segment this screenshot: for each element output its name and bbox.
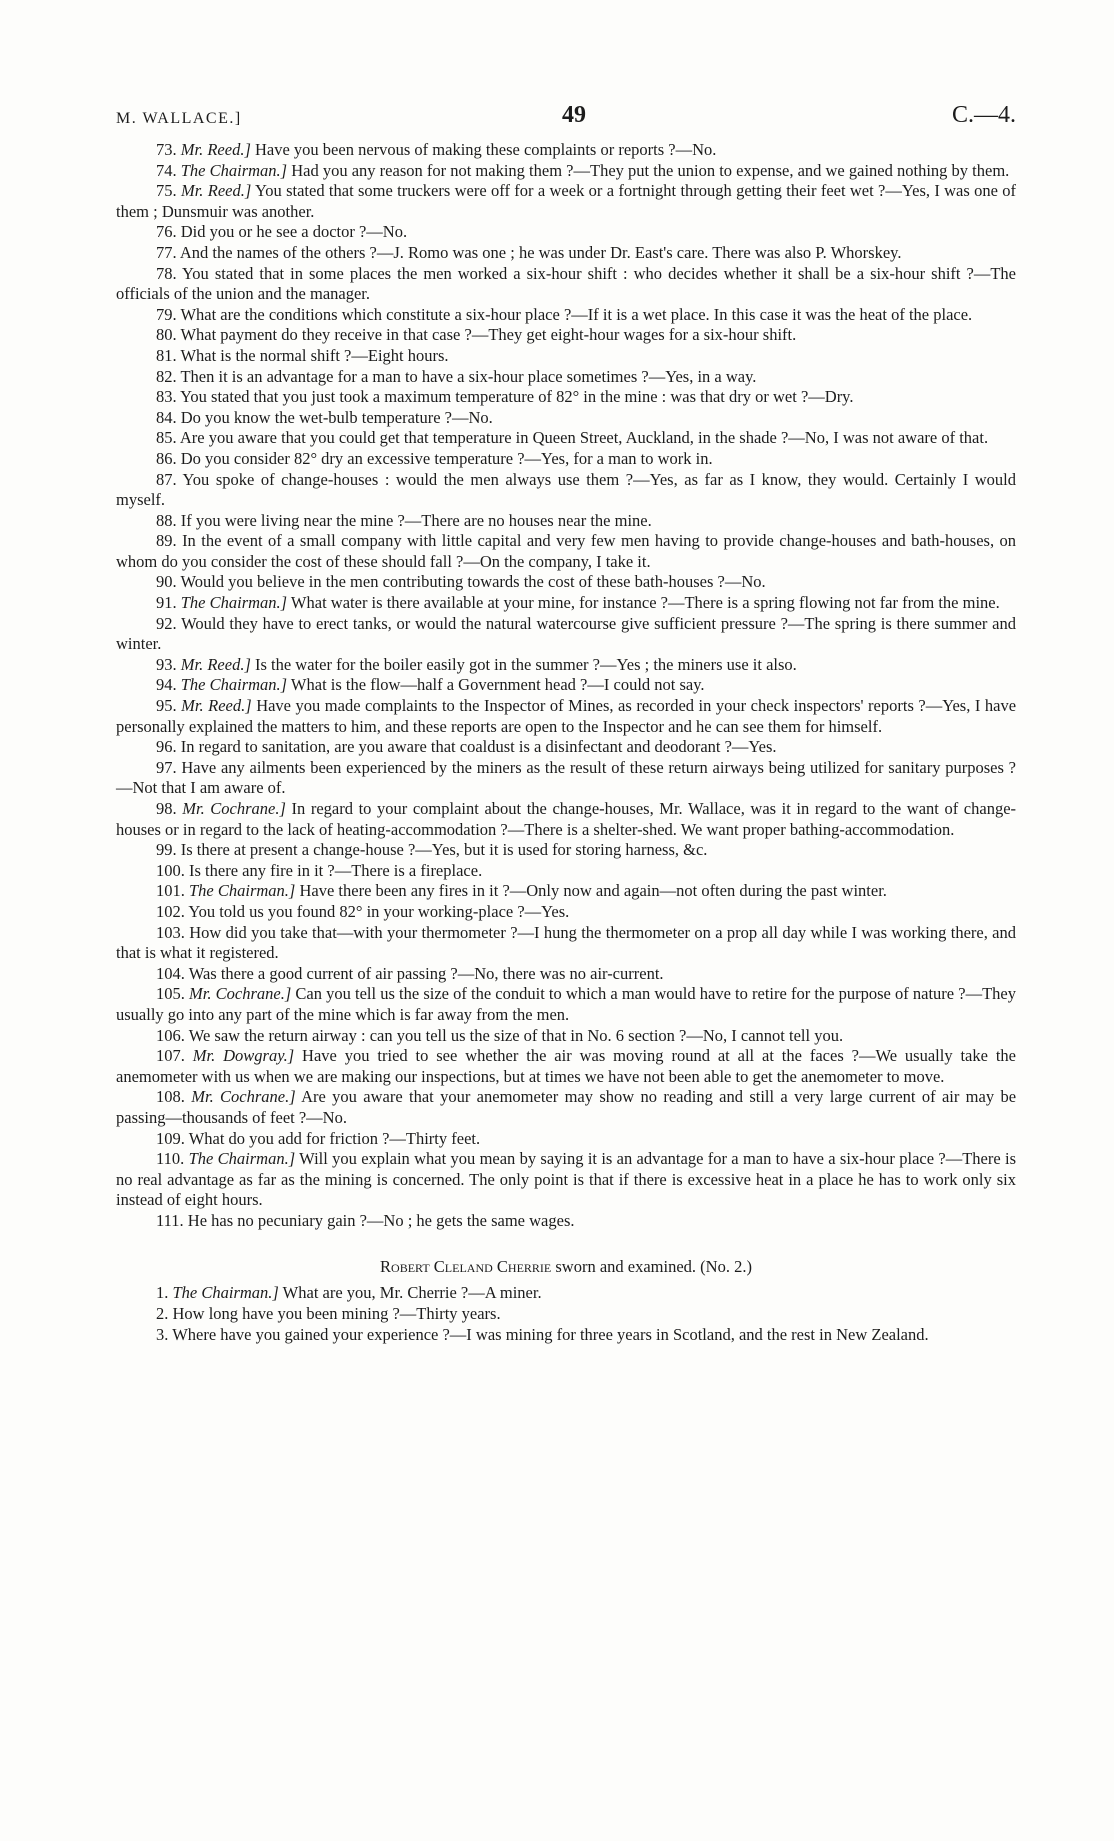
question-paragraph: [116, 799, 1016, 840]
question-text: Will you explain what you mean by saying it is an advantage for a man to have a six-hour place ?—There is no real advantage as far as the mining is concerned. The only point is that if there is excessive heat in a place he has to work only six instead of eight hours.: [116, 1149, 1016, 1210]
question-text: Is there any fire in it ?—There is a fireplace.: [189, 860, 483, 880]
question-text: Can you tell us the size of the conduit to which a man would have to retire for the purpose of nature ?—They usually go into any part of the mine which is far away from the men.: [116, 984, 1016, 1024]
question-text: You stated that in some places the men worked a six-hour shift : who decides whether it shall be a six-hour shift ?—The officials of the union and the manager.: [116, 263, 1016, 304]
question-number: 83.: [156, 387, 177, 407]
question-text: Where have you gained your experience ?—I was mining for three years in Scotland, and the rest in New Zealand.: [172, 1324, 929, 1344]
question-paragraph: [116, 181, 1016, 222]
question-paragraph: [116, 964, 1016, 985]
question-number: 97.: [156, 757, 177, 777]
question-text: He has no pecuniary gain ?—No ; he gets the same wages.: [187, 1210, 575, 1230]
witness-name: Robert Cleland Cherrie: [380, 1257, 552, 1277]
question-paragraph: [116, 387, 1016, 408]
question-paragraph: [116, 470, 1016, 511]
question-number: 86.: [156, 448, 177, 468]
question-number: 78.: [156, 263, 177, 283]
question-paragraph: [116, 531, 1016, 572]
question-number: 104.: [156, 963, 185, 983]
question-number: 87.: [156, 469, 177, 489]
question-text: What are the conditions which constitute a six-hour place ?—If it is a wet place. In this case it was the heat of the place.: [180, 304, 973, 324]
question-text: You stated that some truckers were off for a week or a fortnight through getting their feet wet ?—Yes, I was one of them ; Dunsmuir was another.: [116, 181, 1017, 221]
question-paragraph: [116, 840, 1016, 861]
question-number: 84.: [156, 407, 177, 427]
question-paragraph: [116, 1129, 1016, 1150]
question-paragraph: [116, 325, 1016, 346]
question-number: 81.: [156, 345, 177, 365]
question-paragraph: [116, 305, 1016, 326]
question-text: In the event of a small company with little capital and very few men having to provide change-houses and bath-houses, on whom do you consider the cost of these should fall ?—On the company, I take it.: [116, 531, 1017, 571]
question-paragraph: [116, 984, 1016, 1025]
question-number: 76.: [156, 222, 177, 242]
question-number: 99.: [156, 840, 177, 860]
question-paragraph: [116, 1046, 1016, 1087]
question-paragraph: [116, 758, 1016, 799]
question-text: What are you, Mr. Cherrie ?—A miner.: [278, 1283, 542, 1303]
question-text: How long have you been mining ?—Thirty years.: [172, 1304, 501, 1324]
question-number: 90.: [156, 572, 177, 592]
question-text: Do you consider 82° dry an excessive temperature ?—Yes, for a man to work in.: [180, 448, 713, 468]
question-text: Was there a good current of air passing ?—No, there was no air-current.: [188, 963, 664, 983]
question-text: What water is there available at your mine, for instance ?—There is a spring flowing not far from the mine.: [287, 593, 1000, 613]
witness-heading-rest: sworn and examined. (No. 2.): [551, 1257, 752, 1277]
question-paragraph: [116, 696, 1016, 737]
question-text: And the names of the others ?—J. Romo was one ; he was under Dr. East's care. There was also P. Whorskey.: [179, 242, 902, 262]
question-text: Do you know the wet-bulb temperature ?—No.: [180, 407, 493, 427]
question-text: You stated that you just took a maximum temperature of 82° in the mine : was that dry or wet ?—Dry.: [180, 387, 854, 407]
question-text: How did you take that—with your thermometer ?—I hung the thermometer on a prop all day while I was working there, and that is what it registered.: [116, 922, 1017, 963]
section-heading: [116, 1257, 1016, 1277]
question-number: 92.: [156, 613, 177, 633]
question-text: Would they have to erect tanks, or would the natural watercourse give sufficient pressure ?—The spring is there summer and winter.: [116, 613, 1017, 654]
header-witness-name: M. WALLACE.]: [116, 110, 242, 127]
question-paragraph: [116, 572, 1016, 593]
question-number: 82.: [156, 366, 177, 386]
question-number: 106.: [156, 1025, 185, 1045]
question-paragraph: [116, 881, 1016, 902]
question-number: 100.: [156, 860, 185, 880]
question-paragraph: [116, 222, 1016, 243]
question-paragraph: [116, 243, 1016, 264]
question-paragraph: [116, 1325, 1016, 1346]
question-paragraph: [116, 264, 1016, 305]
speaker-name: Mr. Reed.]: [180, 654, 251, 674]
question-number: 101.: [156, 881, 185, 901]
question-number: 98.: [156, 799, 177, 818]
question-text: What is the flow—half a Government head ?—I could not say.: [287, 675, 705, 695]
question-text: Is the water for the boiler easily got in the summer ?—Yes ; the miners use it also.: [250, 654, 797, 674]
speaker-name: The Chairman.]: [180, 160, 288, 180]
question-number: 2.: [156, 1304, 169, 1324]
question-paragraph: [116, 346, 1016, 367]
question-number: 75.: [156, 181, 177, 201]
question-paragraph: [116, 737, 1016, 758]
document-page: [116, 102, 1016, 1345]
question-text: In regard to sanitation, are you aware that coaldust is a disinfectant and deodorant ?—Yes.: [180, 737, 777, 757]
question-paragraph: [116, 923, 1016, 964]
question-text: Would you believe in the men contributing towards the cost of these bath-houses ?—No.: [180, 572, 766, 592]
question-paragraph: [116, 1026, 1016, 1047]
question-paragraph: [116, 655, 1016, 676]
question-paragraph: [116, 1149, 1016, 1211]
speaker-name: Mr. Cochrane.]: [182, 799, 286, 818]
question-number: 93.: [156, 654, 177, 674]
question-text: What payment do they receive in that case ?—They get eight-hour wages for a six-hour shift.: [180, 325, 797, 345]
question-paragraph: [116, 1211, 1016, 1232]
question-paragraph: [116, 593, 1016, 614]
question-number: 102.: [156, 901, 185, 921]
question-number: 103.: [156, 922, 185, 942]
question-paragraph: [116, 428, 1016, 449]
question-paragraph: [116, 1283, 1016, 1304]
speaker-name: Mr. Reed.]: [180, 140, 251, 159]
document-code: C.—4.: [951, 102, 1016, 128]
question-text: Is there at present a change-house ?—Yes, but it is used for storing harness, &c.: [180, 840, 708, 860]
question-paragraph: [116, 1304, 1016, 1325]
question-number: 1.: [156, 1283, 169, 1303]
question-paragraph: [116, 367, 1016, 388]
question-number: 77.: [156, 242, 177, 262]
question-text: Have you made complaints to the Inspector of Mines, as recorded in your check inspectors' reports ?—Yes, I have personally explained the matters to him, and these reports are open to the Inspector and he can see them for himself.: [116, 696, 1017, 736]
question-paragraph: [116, 861, 1016, 882]
question-number: 95.: [156, 696, 177, 716]
question-number: 96.: [156, 737, 177, 757]
question-text: Did you or he see a doctor ?—No.: [180, 222, 408, 242]
speaker-name: Mr. Reed.]: [181, 696, 252, 716]
question-number: 80.: [156, 325, 177, 345]
question-text: Then it is an advantage for a man to have a six-hour place sometimes ?—Yes, in a way.: [180, 366, 757, 386]
question-number: 94.: [156, 675, 177, 695]
question-text: Have any ailments been experienced by the miners as the result of these return airways being utilized for sanitary purposes ?—Not that I am aware of.: [116, 757, 1017, 798]
question-number: 107.: [156, 1046, 185, 1066]
question-text: What do you add for friction ?—Thirty feet.: [188, 1128, 481, 1148]
question-number: 111.: [156, 1210, 184, 1230]
question-paragraph: [116, 408, 1016, 429]
question-number: 108.: [156, 1087, 185, 1107]
speaker-name: The Chairman.]: [172, 1283, 279, 1303]
question-text: Are you aware that you could get that temperature in Queen Street, Auckland, in the shade ?—No, I was not aware of that.: [179, 428, 989, 448]
question-number: 73.: [156, 140, 177, 159]
speaker-name: The Chairman.]: [188, 1149, 296, 1169]
testimony-section-wallace: [116, 140, 1016, 1231]
question-text: Had you any reason for not making them ?—They put the union to expense, and we gained nothing by them.: [287, 160, 1010, 180]
speaker-name: The Chairman.]: [189, 881, 296, 901]
question-paragraph: [116, 614, 1016, 655]
question-text: In regard to your complaint about the change-houses, Mr. Wallace, was it in regard to the want of change-houses or in regard to the lack of heating-accommodation ?—There is a shelter-shed. We want proper bathing-accommodation.: [116, 799, 1017, 839]
question-number: 105.: [156, 984, 185, 1004]
speaker-name: Mr. Cochrane.]: [191, 1087, 296, 1107]
speaker-name: The Chairman.]: [180, 675, 288, 695]
question-number: 89.: [156, 531, 177, 551]
question-number: 88.: [156, 510, 177, 530]
page-number: 49: [562, 102, 586, 128]
question-text: You told us you found 82° in your working-place ?—Yes.: [188, 901, 570, 921]
question-text: Have there been any fires in it ?—Only now and again—not often during the past winter.: [295, 881, 887, 901]
question-number: 109.: [156, 1128, 185, 1148]
question-number: 85.: [156, 428, 177, 448]
question-paragraph: [116, 511, 1016, 532]
question-paragraph: [116, 902, 1016, 923]
question-text: You spoke of change-houses : would the men always use them ?—Yes, as far as I know, they would. Certainly I would myself.: [116, 469, 1016, 510]
question-paragraph: [116, 140, 1016, 161]
question-number: 79.: [156, 304, 177, 324]
question-number: 91.: [156, 593, 177, 613]
question-text: Have you tried to see whether the air was moving round at all at the faces ?—We usually take the anemometer with us when we are making our inspections, but at times we have not been able to get the anemometer to move.: [116, 1046, 1016, 1086]
speaker-name: The Chairman.]: [180, 593, 288, 613]
question-text: Are you aware that your anemometer may show no reading and still a very large current of air may be passing—thousands of feet ?—No.: [116, 1087, 1017, 1127]
speaker-name: Mr. Dowgray.]: [192, 1046, 295, 1066]
question-number: 110.: [156, 1149, 185, 1169]
question-paragraph: [116, 161, 1016, 182]
question-paragraph: [116, 449, 1016, 470]
question-paragraph: [116, 675, 1016, 696]
speaker-name: Mr. Cochrane.]: [189, 984, 292, 1004]
question-text: We saw the return airway : can you tell us the size of that in No. 6 section ?—No, I cannot tell you.: [188, 1025, 844, 1045]
speaker-name: Mr. Reed.]: [180, 181, 252, 201]
page-header: [116, 102, 1016, 132]
testimony-section-cherrie: [116, 1283, 1016, 1345]
question-text: What is the normal shift ?—Eight hours.: [180, 345, 449, 365]
question-paragraph: [116, 1087, 1016, 1128]
question-text: If you were living near the mine ?—There are no houses near the mine.: [180, 510, 652, 530]
question-number: 74.: [156, 160, 177, 180]
question-text: Have you been nervous of making these complaints or reports ?—No.: [250, 140, 717, 159]
question-number: 3.: [156, 1324, 169, 1344]
